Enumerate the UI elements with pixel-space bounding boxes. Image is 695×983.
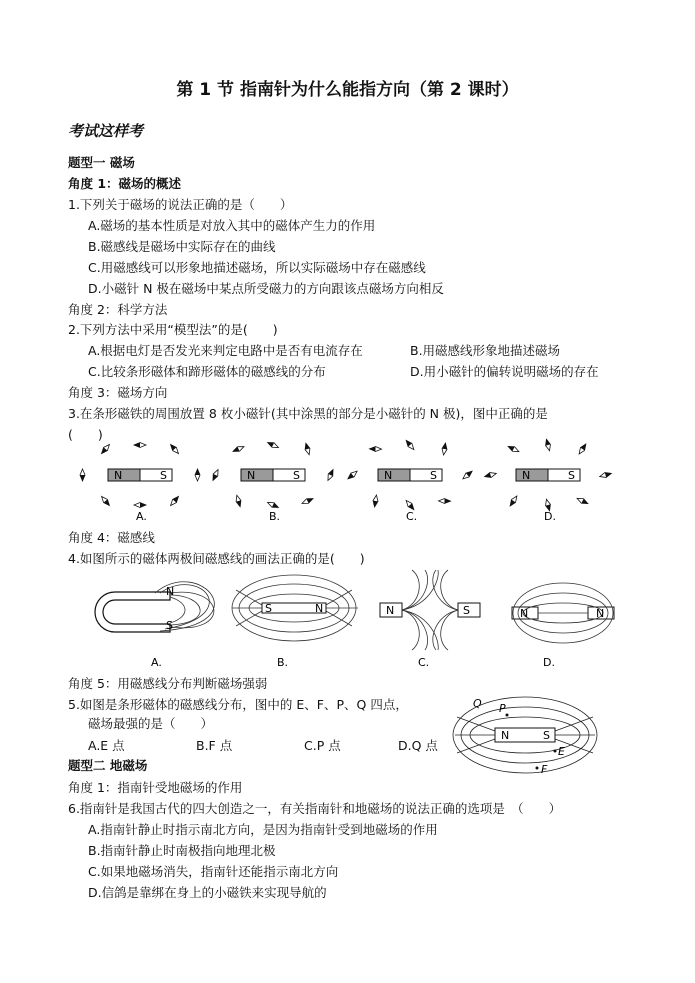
magnet-n-half [378, 469, 410, 481]
angle3-heading: 角度 3：磁场方向 [68, 385, 168, 400]
magnet-s-label: S [293, 469, 300, 482]
magnet-s-label: S [160, 469, 167, 482]
page-title: 第 1 节 指南针为什么能指方向（第 2 课时） [176, 80, 519, 100]
q5-point-f: F [541, 763, 548, 776]
q3-stem-line1: 3.在条形磁铁的周围放置 8 枚小磁针(其中涂黑的部分是小磁针的 N 极)，图中正确的是 [68, 406, 548, 421]
q4-figure-a [95, 582, 214, 669]
q3-stem-line2: ( ) [68, 427, 103, 442]
magnet-n-half [241, 469, 273, 481]
q4-a-n-label: N [166, 585, 175, 598]
compass-needle-n-end [195, 469, 200, 475]
q4-figure-c [380, 570, 480, 669]
type2-angle1-heading: 角度 1：指南针受地磁场的作用 [68, 780, 243, 795]
q5-option-d: D.Q 点 [398, 738, 438, 753]
q3-label-b: B. [269, 510, 281, 523]
q3-label-d: D. [544, 510, 556, 523]
q4-label-c: C. [418, 656, 430, 669]
compass-needle-n-end [80, 475, 85, 481]
q4-figures [0, 565, 695, 675]
q5-stem-line2: 磁场最强的是（ ） [88, 716, 214, 731]
q5-n-label: N [501, 729, 510, 742]
q5-s-label: S [543, 729, 550, 742]
q5-option-b: B.F 点 [196, 738, 233, 753]
magnet-s-half [548, 469, 580, 481]
compass-needle-n-end [134, 443, 140, 448]
q3-figure-d [484, 439, 612, 523]
magnet-n-half [108, 469, 140, 481]
q5-point-e: E [558, 745, 565, 758]
q4-stem: 4.如图所示的磁体两极间磁感线的画法正确的是( ) [68, 551, 365, 566]
q4-label-b: B. [277, 656, 289, 669]
q1-option-c: C.用磁感线可以形象地描述磁场，所以实际磁场中存在磁感线 [88, 260, 426, 275]
type1-heading: 题型一 磁场 [68, 155, 135, 170]
angle2-heading: 角度 2：科学方法 [68, 302, 168, 317]
q6-option-b: B.指南针静止时南极指向地理北极 [88, 843, 276, 858]
magnet-n-half [516, 469, 548, 481]
q6-stem: 6.指南针是我国古代的四大创造之一，有关指南针和地磁场的说法正确的选项是 （ ） [68, 801, 562, 816]
magnet-n-label: N [384, 469, 393, 482]
q5-option-c: C.P 点 [304, 738, 341, 753]
q6-option-c: C.如果地磁场消失，指南针还能指示南北方向 [88, 864, 339, 879]
q5-stem-line1: 5.如图是条形磁体的磁感线分布，图中的 E、F、P、Q 四点， [68, 697, 408, 712]
q1-option-d: D.小磁针 N 极在磁场中某点所受磁力的方向跟该点磁场方向相反 [88, 281, 444, 296]
q4-b-n-label: N [315, 602, 324, 615]
section-heading: 考试这样考 [68, 122, 144, 140]
q3-figure-a [80, 443, 200, 524]
q5-option-a: A.E 点 [88, 738, 125, 753]
q4-b-s-label: S [265, 602, 272, 615]
type2-heading: 题型二 地磁场 [68, 758, 148, 773]
q5-figure [455, 693, 595, 778]
q6-option-a: A.指南针静止时指示南北方向，是因为指南针受到地磁场的作用 [88, 822, 438, 837]
q4-c-s-label: S [463, 604, 470, 617]
angle1-heading: 角度 1：磁场的概述 [68, 176, 182, 191]
q2-stem: 2.下列方法中采用“模型法”的是( ) [68, 322, 278, 337]
q4-figure-d [512, 583, 614, 669]
magnet-s-label: S [430, 469, 437, 482]
q4-figure-b [232, 575, 358, 669]
angle5-heading: 角度 5：用磁感线分布判断磁场强弱 [68, 676, 268, 691]
q4-a-s-label: S [166, 619, 173, 632]
q4-c-n-label: N [386, 604, 395, 617]
q3-label-a: A. [136, 510, 147, 523]
q2-option-d: D.用小磁针的偏转说明磁场的存在 [410, 364, 599, 379]
magnet-s-half [410, 469, 442, 481]
q6-option-d: D.信鸽是靠绑在身上的小磁铁来实现导航的 [88, 885, 327, 900]
q4-d-n2-label: N [596, 607, 605, 620]
q3-figures [0, 440, 695, 540]
compass-needle-n-end [140, 503, 146, 508]
q4-label-a: A. [151, 656, 162, 669]
q5-point-q: Q [473, 697, 482, 710]
magnet-s-label: S [568, 469, 575, 482]
magnet-s-half [273, 469, 305, 481]
magnet-n-label: N [247, 469, 256, 482]
magnet-s-half [140, 469, 172, 481]
compass-needle-n-end [369, 446, 375, 451]
q2-option-c: C.比较条形磁体和蹄形磁体的磁感线的分布 [88, 364, 326, 379]
q1-option-a: A.磁场的基本性质是对放入其中的磁体产生力的作用 [88, 218, 376, 233]
q4-label-d: D. [543, 656, 555, 669]
q1-stem: 1.下列关于磁场的说法正确的是（ ） [68, 197, 293, 212]
q4-d-n-label: N [520, 607, 529, 620]
magnet-n-label: N [522, 469, 531, 482]
q5-point-p: P [499, 702, 506, 715]
magnet-n-label: N [114, 469, 123, 482]
angle4-heading: 角度 4：磁感线 [68, 530, 155, 545]
q1-option-b: B.磁感线是磁场中实际存在的曲线 [88, 239, 276, 254]
compass-needle-n-end [444, 499, 450, 504]
q3-figure-c [346, 439, 473, 523]
q3-figure-b [211, 440, 336, 523]
q2-option-b: B.用磁感线形象地描述磁场 [410, 343, 561, 358]
q3-label-c: C. [406, 510, 418, 523]
q2-option-a: A.根据电灯是否发光来判定电路中是否有电流存在 [88, 343, 363, 358]
